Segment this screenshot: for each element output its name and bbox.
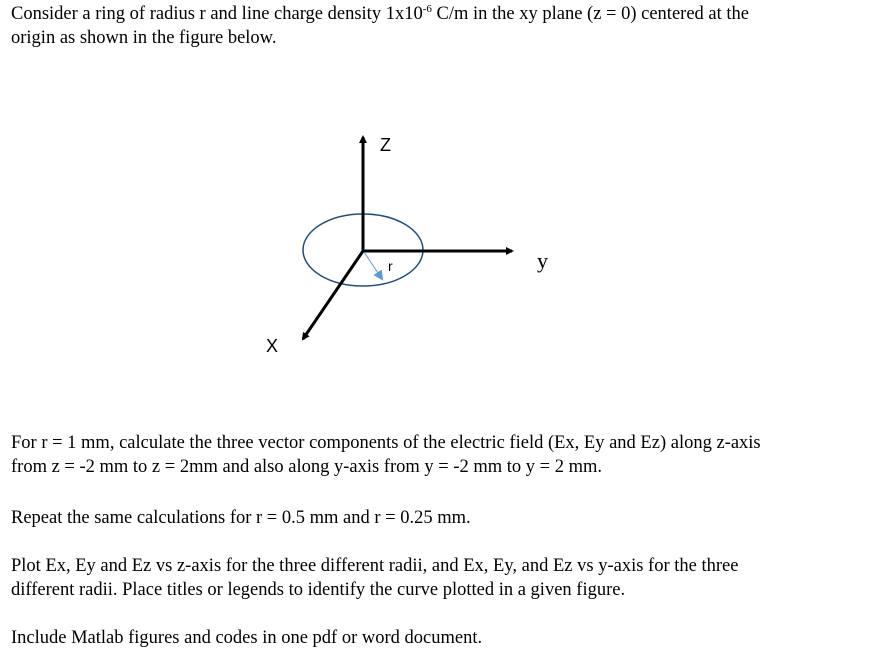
z-axis-label: Z <box>380 135 391 155</box>
paragraph-line: different radii. Place titles or legends to identify the curve plotted in a given figure. <box>11 580 626 600</box>
intro-line-2: origin as shown in the figure below. <box>11 28 277 48</box>
radius-arrow <box>364 252 382 279</box>
paragraph-include <box>11 626 871 650</box>
paragraph-line: Include Matlab figures and codes in one pdf or word document. <box>11 628 483 648</box>
intro-text: Consider a ring of radius r and line charge density 1x10 <box>11 4 423 24</box>
x-axis <box>303 251 363 339</box>
paragraph-line: For r = 1 mm, calculate the three vector components of the electric field (Ex, Ey and Ez) along z-axis <box>11 433 761 453</box>
exponent: -6 <box>422 3 432 15</box>
y-axis-label: y <box>537 248 548 273</box>
paragraph-line: from z = -2 mm to z = 2mm and also along y-axis from y = -2 mm to y = 2 mm. <box>11 457 602 477</box>
x-axis-label: X <box>266 336 279 356</box>
radius-label: r <box>388 258 393 274</box>
paragraph-line: Plot Ex, Ey and Ez vs z-axis for the three different radii, and Ex, Ey, and Ez vs y-axis for the three <box>11 556 739 576</box>
paragraph-plot <box>11 554 871 602</box>
paragraph-repeat <box>11 506 871 530</box>
paragraph-calculation <box>11 431 871 479</box>
intro-text-continued: C/m in the xy plane (z = 0) centered at the <box>431 4 749 24</box>
paragraph-line: Repeat the same calculations for r = 0.5 mm and r = 0.25 mm. <box>11 508 471 528</box>
